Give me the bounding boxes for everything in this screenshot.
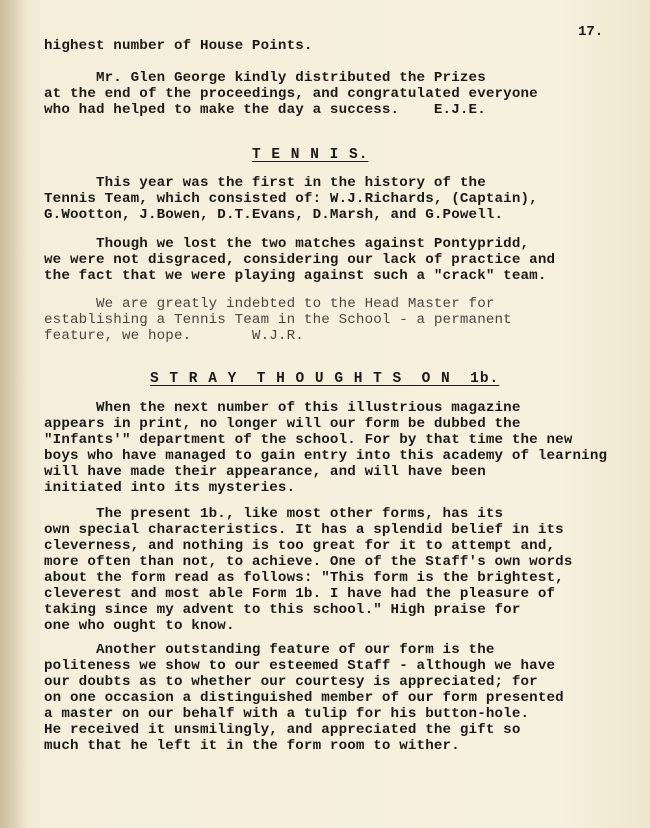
- text-line: G.Wootton, J.Bowen, D.T.Evans, D.Marsh, and G.Powell.: [44, 207, 504, 223]
- text-line: on one occasion a distinguished member of our form presented: [44, 690, 564, 706]
- text-line: own special characteristics. It has a splendid belief in its: [44, 522, 564, 538]
- tennis-heading: T E N N I S.: [252, 147, 369, 163]
- text-line: When the next number of this illustrious magazine: [44, 400, 521, 416]
- text-line: taking since my advent to this school." High praise for: [44, 602, 521, 618]
- text-line: initiated into its mysteries.: [44, 480, 296, 496]
- text-line: a master on our behalf with a tulip for his button-hole.: [44, 706, 530, 722]
- text-line: The present 1b., like most other forms, has its: [44, 506, 504, 522]
- text-line: This year was the first in the history of the: [44, 175, 486, 191]
- text-line: Mr. Glen George kindly distributed the Prizes: [44, 70, 486, 86]
- text-line: cleverness, and nothing is too great for it to attempt and,: [44, 538, 556, 554]
- page-number: 17.: [578, 24, 604, 40]
- text-line: one who ought to know.: [44, 618, 235, 634]
- text-line: Tennis Team, which consisted of: W.J.Richards, (Captain),: [44, 191, 538, 207]
- text-line: more often than not, to achieve. One of the Staff's own words: [44, 554, 573, 570]
- binding-shadow: [0, 0, 28, 828]
- text-line: our doubts as to whether our courtesy is appreciated; for: [44, 674, 538, 690]
- text-line: establishing a Tennis Team in the School - a permanent: [44, 312, 512, 328]
- text-line: will have made their appearance, and will have been: [44, 464, 486, 480]
- text-line: about the form read as follows: "This form is the brightest,: [44, 570, 564, 586]
- text-line: highest number of House Points.: [44, 38, 313, 54]
- text-line: We are greatly indebted to the Head Master for: [44, 296, 495, 312]
- text-line: who had helped to make the day a success. E.J.E.: [44, 102, 486, 118]
- text-line: much that he left it in the form room to wither.: [44, 738, 460, 754]
- stray-thoughts-heading: S T R A Y T H O U G H T S O N 1b.: [150, 371, 500, 387]
- text-line: politeness we show to our esteemed Staff - although we have: [44, 658, 556, 674]
- text-line: at the end of the proceedings, and congratulated everyone: [44, 86, 538, 102]
- text-line: feature, we hope. W.J.R.: [44, 328, 304, 344]
- text-line: boys who have managed to gain entry into this academy of learning: [44, 448, 608, 464]
- text-line: He received it unsmilingly, and appreciated the gift so: [44, 722, 521, 738]
- text-line: Though we lost the two matches against Pontypridd,: [44, 236, 530, 252]
- text-line: we were not disgraced, considering our lack of practice and: [44, 252, 556, 268]
- text-line: "Infants'" department of the school. For by that time the new: [44, 432, 573, 448]
- text-line: the fact that we were playing against such a "crack" team.: [44, 268, 547, 284]
- text-line: Another outstanding feature of our form is the: [44, 642, 495, 658]
- text-line: appears in print, no longer will our form be dubbed the: [44, 416, 521, 432]
- text-line: cleverest and most able Form 1b. I have had the pleasure of: [44, 586, 556, 602]
